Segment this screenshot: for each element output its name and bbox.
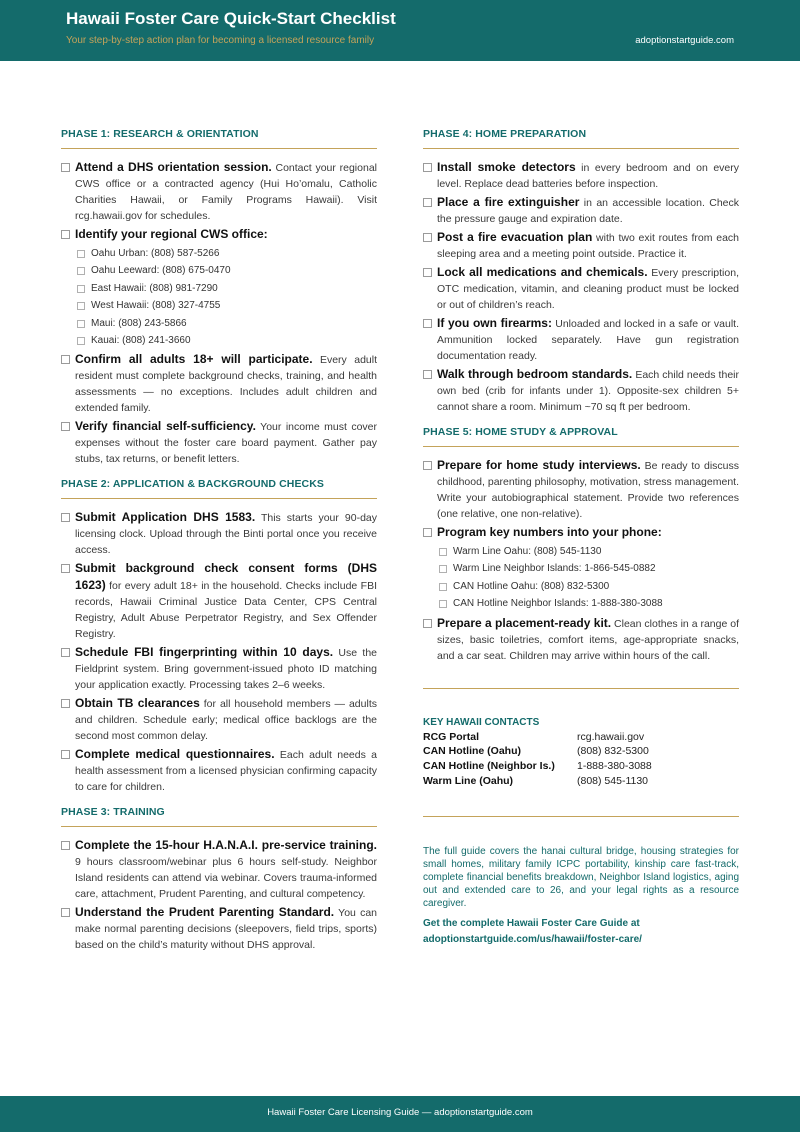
checkbox[interactable] xyxy=(61,355,70,364)
sub-checklist-item[interactable]: Oahu Leeward: (808) 675-0470 xyxy=(75,262,377,279)
sub-checklist-item[interactable]: CAN Hotline Oahu: (808) 832-5300 xyxy=(437,578,739,595)
checklist-item[interactable]: Program key numbers into your phone: xyxy=(423,524,739,541)
checklist-item[interactable]: If you own firearms: Unloaded and locked in a safe or vault. Ammunition locked separately. Have gun registration documentation ready. xyxy=(423,315,739,364)
phase-5-title: PHASE 5: HOME STUDY & APPROVAL xyxy=(423,426,739,447)
phase-2-title: PHASE 2: APPLICATION & BACKGROUND CHECKS xyxy=(61,478,377,499)
checkbox[interactable] xyxy=(77,337,85,345)
checkbox[interactable] xyxy=(423,528,432,537)
checkbox[interactable] xyxy=(439,548,447,556)
phase-1-title: PHASE 1: RESEARCH & ORIENTATION xyxy=(61,128,377,149)
checkbox[interactable] xyxy=(61,163,70,172)
sub-checklist-item[interactable]: Warm Line Oahu: (808) 545-1130 xyxy=(437,543,739,560)
guide-cta[interactable]: Get the complete Hawaii Foster Care Guide at adoptionstartguide.com/us/hawaii/foster-care/ xyxy=(423,916,739,948)
office-list xyxy=(75,245,377,349)
checkbox[interactable] xyxy=(439,565,447,573)
phase-3-title: PHASE 3: TRAINING xyxy=(61,806,377,827)
key-numbers-list xyxy=(437,543,739,613)
checkbox[interactable] xyxy=(423,198,432,207)
checkbox[interactable] xyxy=(423,163,432,172)
guide-summary: The full guide covers the hanai cultural bridge, housing strategies for small homes, military family ICPC portability, kinship care fast-track, complete financial benefits breakdown, Neighbor Island logistics, aging out and extended care to 26, and your legal rights as a resource caregiver. xyxy=(423,846,739,910)
checklist-item[interactable]: Lock all medications and chemicals. Every prescription, OTC medication, vitamin, and cleaning product must be locked or out of children’s reach. xyxy=(423,264,739,313)
checklist-item[interactable]: Submit background check consent forms (DHS 1623) for every adult 18+ in the household. Checks include FBI records, Hawaii Criminal Justice Data Center, CPS Central Registry, Adult Abuse Perpetrator Registry, and Sex Offender Registry. xyxy=(61,560,377,642)
checklist-item[interactable]: Verify financial self-sufficiency. Your income must cover expenses without the foster care board payment. Gather pay stubs, tax returns, or benefit letters. xyxy=(61,418,377,467)
checkbox[interactable] xyxy=(61,699,70,708)
checklist-item[interactable]: Understand the Prudent Parenting Standard. You can make normal parenting decisions (sleepovers, field trips, sports) based on the child’s maturity without DHS approval. xyxy=(61,904,377,953)
sub-checklist-item[interactable]: Kauai: (808) 241-3660 xyxy=(75,332,377,349)
checkbox[interactable] xyxy=(61,841,70,850)
phase-4-title: PHASE 4: HOME PREPARATION xyxy=(423,128,739,149)
checklist-item[interactable]: Identify your regional CWS office: xyxy=(61,226,377,243)
checklist-item[interactable]: Confirm all adults 18+ will participate. Every adult resident must complete background checks, training, and health assessments — no exceptions. Includes adult children and extended family. xyxy=(61,351,377,416)
checkbox[interactable] xyxy=(439,583,447,591)
left-column xyxy=(61,128,377,955)
checkbox[interactable] xyxy=(423,319,432,328)
sub-checklist-item[interactable]: Maui: (808) 243-5866 xyxy=(75,315,377,332)
page-footer: Hawaii Foster Care Licensing Guide — adoptionstartguide.com xyxy=(0,1096,800,1132)
contact-row: CAN Hotline (Oahu) (808) 832-5300 xyxy=(423,745,649,758)
checklist-item[interactable]: Complete medical questionnaires. Each adult needs a health assessment from a licensed physician confirming capacity to care for children. xyxy=(61,746,377,795)
contact-row: Warm Line (Oahu) (808) 545-1130 xyxy=(423,774,649,787)
guide-link[interactable]: adoptionstartguide.com/us/hawaii/foster-care/ xyxy=(423,934,642,946)
sub-checklist-item[interactable]: Warm Line Neighbor Islands: 1-866-545-0882 xyxy=(437,560,739,577)
contact-row: CAN Hotline (Neighbor Is.) 1-888-380-3088 xyxy=(423,760,652,773)
checkbox[interactable] xyxy=(77,250,85,258)
checkbox[interactable] xyxy=(61,230,70,239)
checklist-item[interactable]: Prepare for home study interviews. Be ready to discuss childhood, parenting philosophy, motivation, stress management. Write your autobiographical statement. Provide two references (one relative, one non-relative). xyxy=(423,457,739,522)
contact-row: RCG Portal rcg.hawaii.gov xyxy=(423,730,645,743)
checkbox[interactable] xyxy=(423,370,432,379)
checklist-item[interactable]: Walk through bedroom standards. Each child needs their own bed (crib for infants under 1). Opposite-sex children 5+ cannot share a room. Minimum ~70 sq ft per bedroom. xyxy=(423,366,739,415)
checkbox[interactable] xyxy=(77,267,85,275)
checkbox[interactable] xyxy=(61,564,70,573)
checkbox[interactable] xyxy=(61,513,70,522)
checkbox[interactable] xyxy=(61,750,70,759)
checkbox[interactable] xyxy=(423,233,432,242)
checkbox[interactable] xyxy=(77,320,85,328)
sub-checklist-item[interactable]: Oahu Urban: (808) 587-5266 xyxy=(75,245,377,262)
document-subtitle: Your step-by-step action plan for becoming a licensed resource family xyxy=(66,35,375,46)
divider xyxy=(423,688,739,689)
contacts-table xyxy=(423,730,739,789)
sub-checklist-item[interactable]: West Hawaii: (808) 327-4755 xyxy=(75,297,377,314)
checklist-item[interactable]: Schedule FBI fingerprinting within 10 days. Use the Fieldprint system. Bring government-issued photo ID matching your application exactly. Processing takes 2–6 weeks. xyxy=(61,644,377,693)
checkbox[interactable] xyxy=(77,302,85,310)
checklist-item[interactable]: Obtain TB clearances for all household members — adults and children. Schedule early; medical office backlogs are the second most common delay. xyxy=(61,695,377,744)
checklist-item[interactable]: Submit Application DHS 1583. This starts your 90-day licensing clock. Upload through the Binti portal once you receive access. xyxy=(61,509,377,558)
checkbox[interactable] xyxy=(423,268,432,277)
checkbox[interactable] xyxy=(77,285,85,293)
checklist-item[interactable]: Post a fire evacuation plan with two exit routes from each sleeping area and a meeting point outside. Practice it. xyxy=(423,229,739,262)
document-title: Hawaii Foster Care Quick-Start Checklist xyxy=(66,9,396,28)
checklist-item[interactable]: Attend a DHS orientation session. Contact your regional CWS office or a contracted agency (Hui Ho’omalu, Catholic Charities Hawaii, or Family Programs Hawaii). Visit rcg.hawaii.gov for schedules. xyxy=(61,159,377,224)
checkbox[interactable] xyxy=(61,908,70,917)
divider xyxy=(423,816,739,817)
right-column xyxy=(423,128,739,948)
checkbox[interactable] xyxy=(439,600,447,608)
checklist-item[interactable]: Place a fire extinguisher in an accessible location. Check the pressure gauge and expiration date. xyxy=(423,194,739,227)
header-site-link[interactable]: adoptionstartguide.com xyxy=(635,35,734,46)
contacts-title: KEY HAWAII CONTACTS xyxy=(423,716,540,728)
sub-checklist-item[interactable]: CAN Hotline Neighbor Islands: 1-888-380-3088 xyxy=(437,595,739,612)
checklist-item[interactable]: Complete the 15-hour H.A.N.A.I. pre-service training. 9 hours classroom/webinar plus 6 hours self-study. Neighbor Island residents can attend via webinar. Covers trauma-informed care, attachment, Prudent Parenting, and cultural competency. xyxy=(61,837,377,902)
page-header xyxy=(0,0,800,61)
checklist-item[interactable]: Install smoke detectors in every bedroom and on every level. Replace dead batteries before inspection. xyxy=(423,159,739,192)
checkbox[interactable] xyxy=(61,422,70,431)
checkbox[interactable] xyxy=(423,461,432,470)
sub-checklist-item[interactable]: East Hawaii: (808) 981-7290 xyxy=(75,280,377,297)
checkbox[interactable] xyxy=(423,619,432,628)
checklist-item[interactable]: Prepare a placement-ready kit. Clean clothes in a range of sizes, basic toiletries, comfort items, age-appropriate snacks, and a car seat. Children may arrive within hours of the call. xyxy=(423,615,739,664)
checkbox[interactable] xyxy=(61,648,70,657)
